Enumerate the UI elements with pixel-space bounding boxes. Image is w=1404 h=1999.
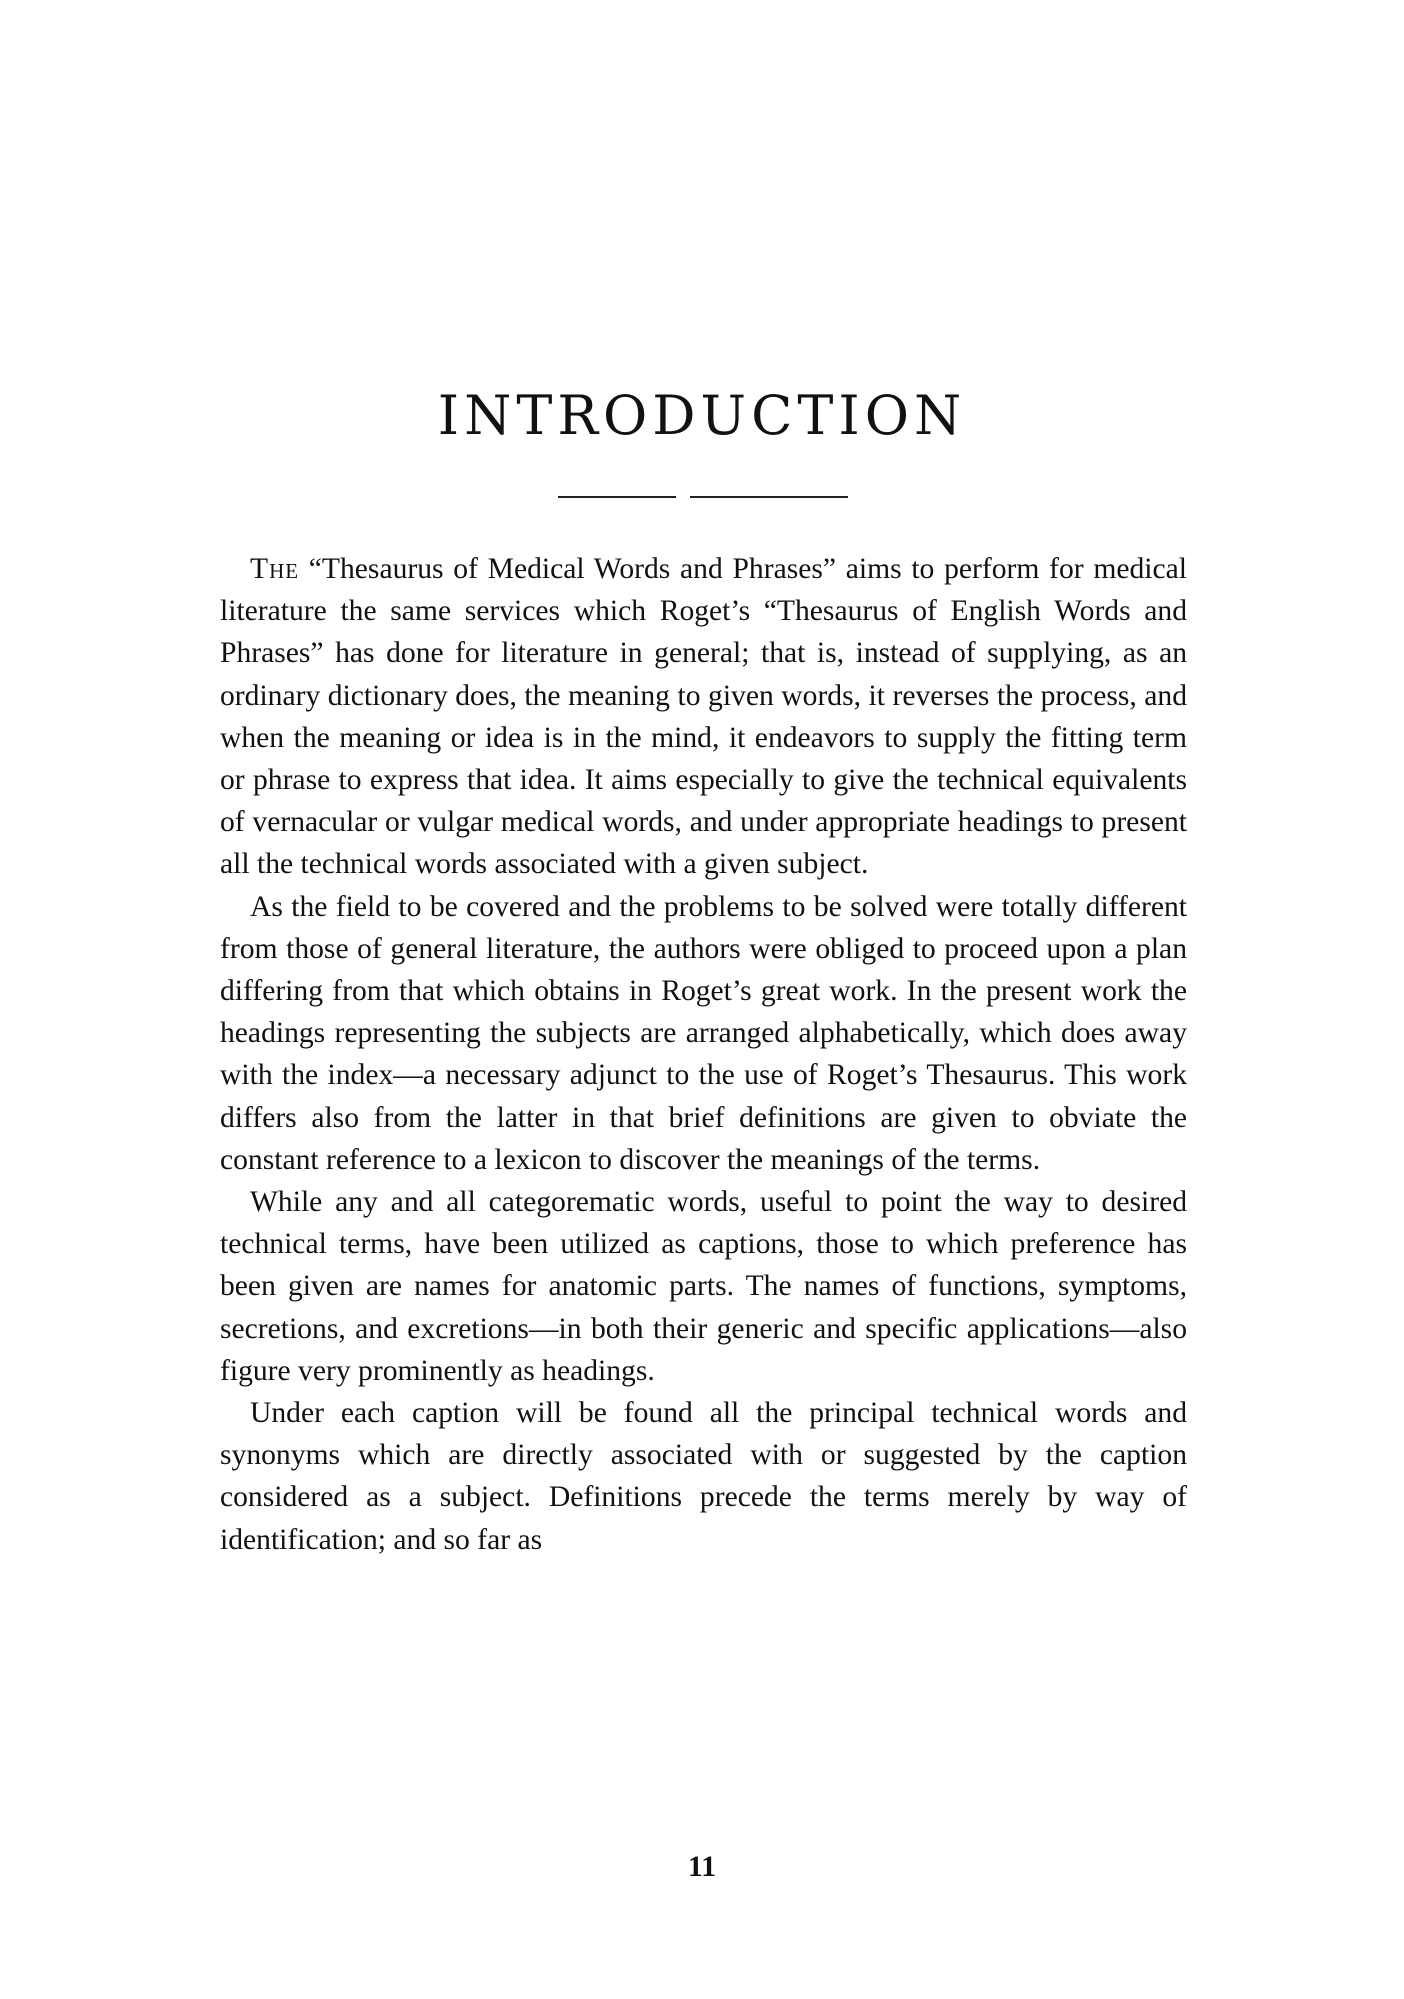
divider-rule-right bbox=[690, 496, 848, 498]
title-divider bbox=[558, 496, 848, 498]
paragraph-1-text: “Thesaurus of Medical Words and Phrases” aims to perform for medical literature the same services which Roget’s “Thesaurus of English Words and Phrases” has done for literature in general; that is, instead of supplying, as an ordinary dictionary does, the meaning to given words, it reverses the process, and when the meaning or idea is in the mind, it endeavors to supply the fitting term or phrase to express that idea. It aims especially to give the technical equivalents of vernacular or vulgar medical words, and under appropriate headings to present all the technical words associated with a given subject. bbox=[220, 553, 1187, 881]
divider-rule-left bbox=[558, 496, 676, 498]
paragraph-4: Under each caption will be found all the principal technical words and synonyms which are directly associated with or suggested by the caption considered as a subject. Definitions precede the terms merely by way of identification; and so far as bbox=[220, 1397, 1187, 1556]
page-number: 11 bbox=[687, 1850, 717, 1883]
body-text bbox=[220, 548, 1187, 1561]
paragraph-3: While any and all categorematic words, useful to point the way to desired technical terms, have been utilized as captions, those to which preference has been given are names for anatomic parts. The names of functions, symptoms, secretions, and excretions—in both their generic and specific applications—also figure very prominently as headings. bbox=[220, 1186, 1187, 1387]
paragraph-lead-word: The bbox=[250, 553, 300, 585]
paragraph-1 bbox=[220, 548, 1187, 886]
page-title: INTRODUCTION bbox=[437, 384, 967, 447]
paragraph-2: As the field to be covered and the problems to be solved were totally different from those of general literature, the authors were obliged to proceed upon a plan differing from that which obtains in Roget’s great work. In the present work the headings representing the subjects are arranged alphabetically, which does away with the index—a necessary adjunct to the use of Roget’s Thesaurus. This work differs also from the latter in that brief definitions are given to obviate the constant reference to a lexicon to discover the meanings of the terms. bbox=[220, 890, 1187, 1176]
